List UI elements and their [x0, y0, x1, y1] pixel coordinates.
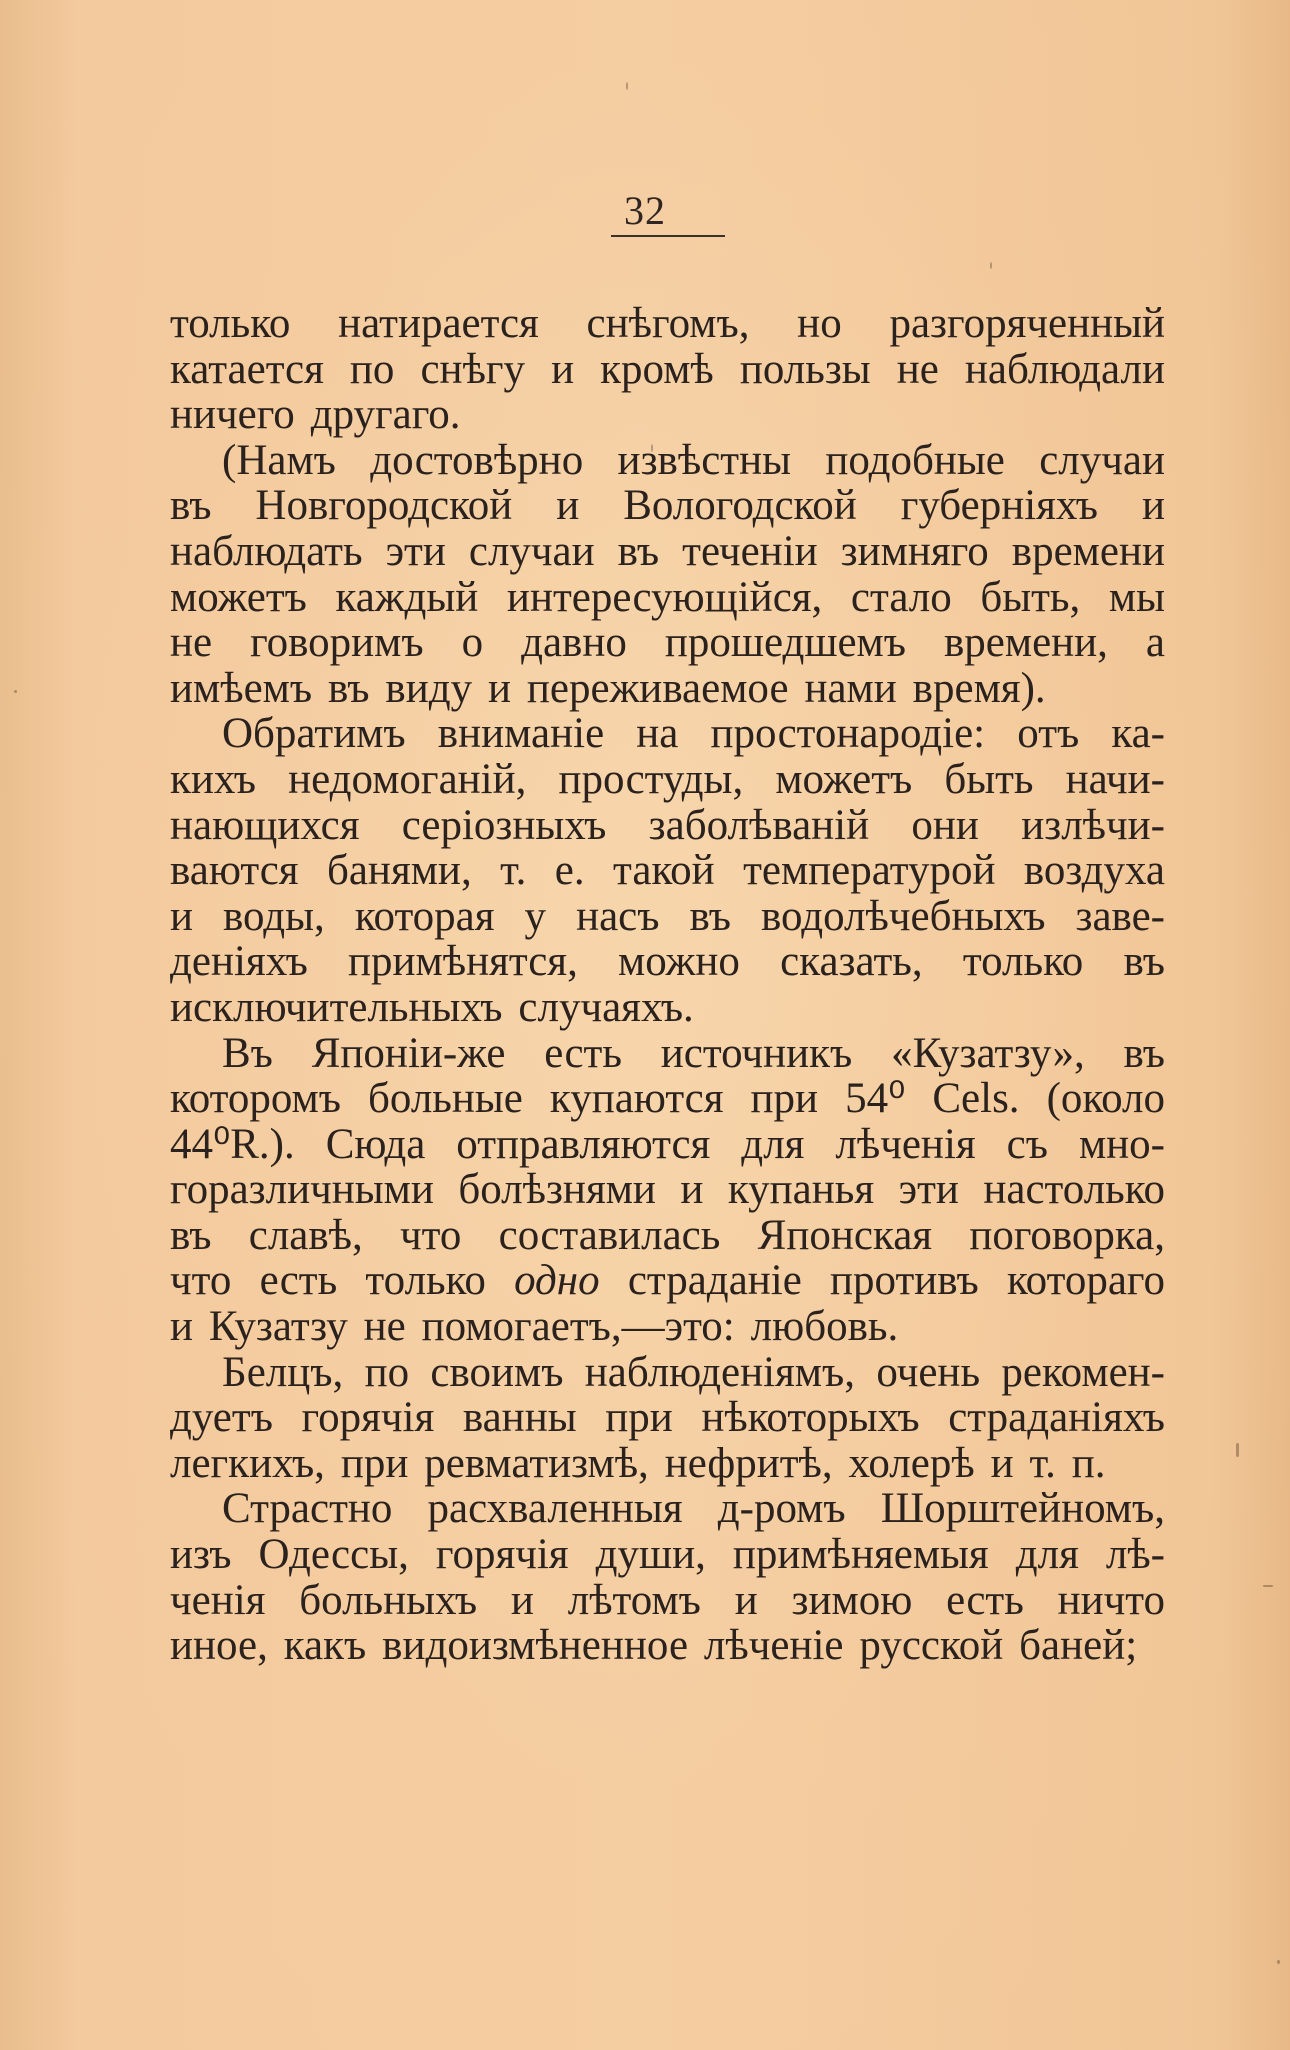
text-line: дуетъ горячія ванны при нѣкоторыхъ страданіяхъ [170, 1394, 1165, 1442]
text-line-italic-emphasis: что есть только одно страданіе противъ котораго [170, 1257, 1165, 1305]
text-line: не говоримъ о давно прошедшемъ времени, а [170, 619, 1165, 667]
text-line: имѣемъ въ виду и переживаемое нами время). [170, 664, 1046, 712]
paper-speck [990, 262, 992, 269]
text-line: можетъ каждый интересующійся, стало быть, мы [170, 573, 1165, 621]
text-line: ничего другаго. [170, 391, 461, 439]
italic-emphasis: одно [514, 1257, 600, 1305]
paragraph-1 [170, 301, 1165, 438]
text-line: исключительныхъ случаяхъ. [170, 983, 694, 1031]
text-line: въ Новгородской и Вологодской губерніяхъ и [170, 482, 1165, 530]
text-line: Въ Японіи-же есть источникъ «Кузатзу», въ [222, 1029, 1165, 1077]
paragraph-3 [170, 711, 1165, 1030]
text-line: которомъ больные купаются при 54⁰ Cels. (около [170, 1075, 1165, 1123]
text-line: легкихъ, при ревматизмѣ, нефритѣ, холерѣ и т. п. [170, 1439, 1106, 1487]
paragraph-2 [170, 438, 1165, 712]
text-line: 44⁰R.). Сюда отправляются для лѣченія съ мно- [170, 1120, 1165, 1168]
paper-speck [1277, 1960, 1280, 1964]
page-number-rule [611, 235, 725, 237]
text-line: Обратимъ вниманіе на простонародіе: отъ ка- [222, 710, 1165, 758]
paper-speck [14, 690, 17, 693]
text-line: кихъ недомоганій, простуды, можетъ быть начи- [170, 755, 1165, 803]
text-line: нающихся серіозныхъ заболѣваній они излѣчи- [170, 801, 1165, 849]
text-line: ваются банями, т. е. такой температурой воздуха [170, 847, 1165, 895]
paper-speck [1236, 1443, 1239, 1457]
text-line: въ славѣ, что составилась Японская поговорка, [170, 1211, 1165, 1259]
text-line: ченія больныхъ и лѣтомъ и зимою есть ничто [170, 1576, 1165, 1624]
text-line: только натирается снѣгомъ, но разгоряченный [170, 300, 1165, 347]
paper-speck [626, 82, 628, 90]
text-line: Страстно расхваленныя д-ромъ Шорштейномъ, [222, 1485, 1165, 1533]
paper-speck [1263, 1585, 1273, 1587]
text-line: Белцъ, по своимъ наблюденіямъ, очень рекомен- [222, 1348, 1165, 1396]
text-line: (Намъ достовѣрно извѣстны подобные случаи [222, 436, 1165, 484]
text-line: изъ Одессы, горячія души, примѣняемыя для лѣ- [170, 1531, 1165, 1579]
text-line: деніяхъ примѣнятся, можно сказать, только въ [170, 938, 1165, 986]
text-line: иное, какъ видоизмѣненное лѣченіе русской баней; [170, 1622, 1138, 1670]
paragraph-5 [170, 1350, 1165, 1487]
page-number: 32 [624, 188, 666, 233]
text-line: и воды, которая у насъ въ водолѣчебныхъ заве- [170, 892, 1165, 940]
paragraph-6 [170, 1486, 1165, 1668]
paragraph-4 [170, 1031, 1165, 1350]
paper-speck [651, 444, 653, 452]
text-line: и Кузатзу не помогаетъ,—это: любовь. [170, 1303, 899, 1351]
text-line: катается по снѣгу и кромѣ пользы не наблюдали [170, 345, 1165, 393]
text-line: наблюдать эти случаи въ теченіи зимняго времени [170, 527, 1165, 575]
body-text [170, 301, 1165, 1669]
text-line: горазличными болѣзнями и купанья эти настолько [170, 1166, 1165, 1214]
